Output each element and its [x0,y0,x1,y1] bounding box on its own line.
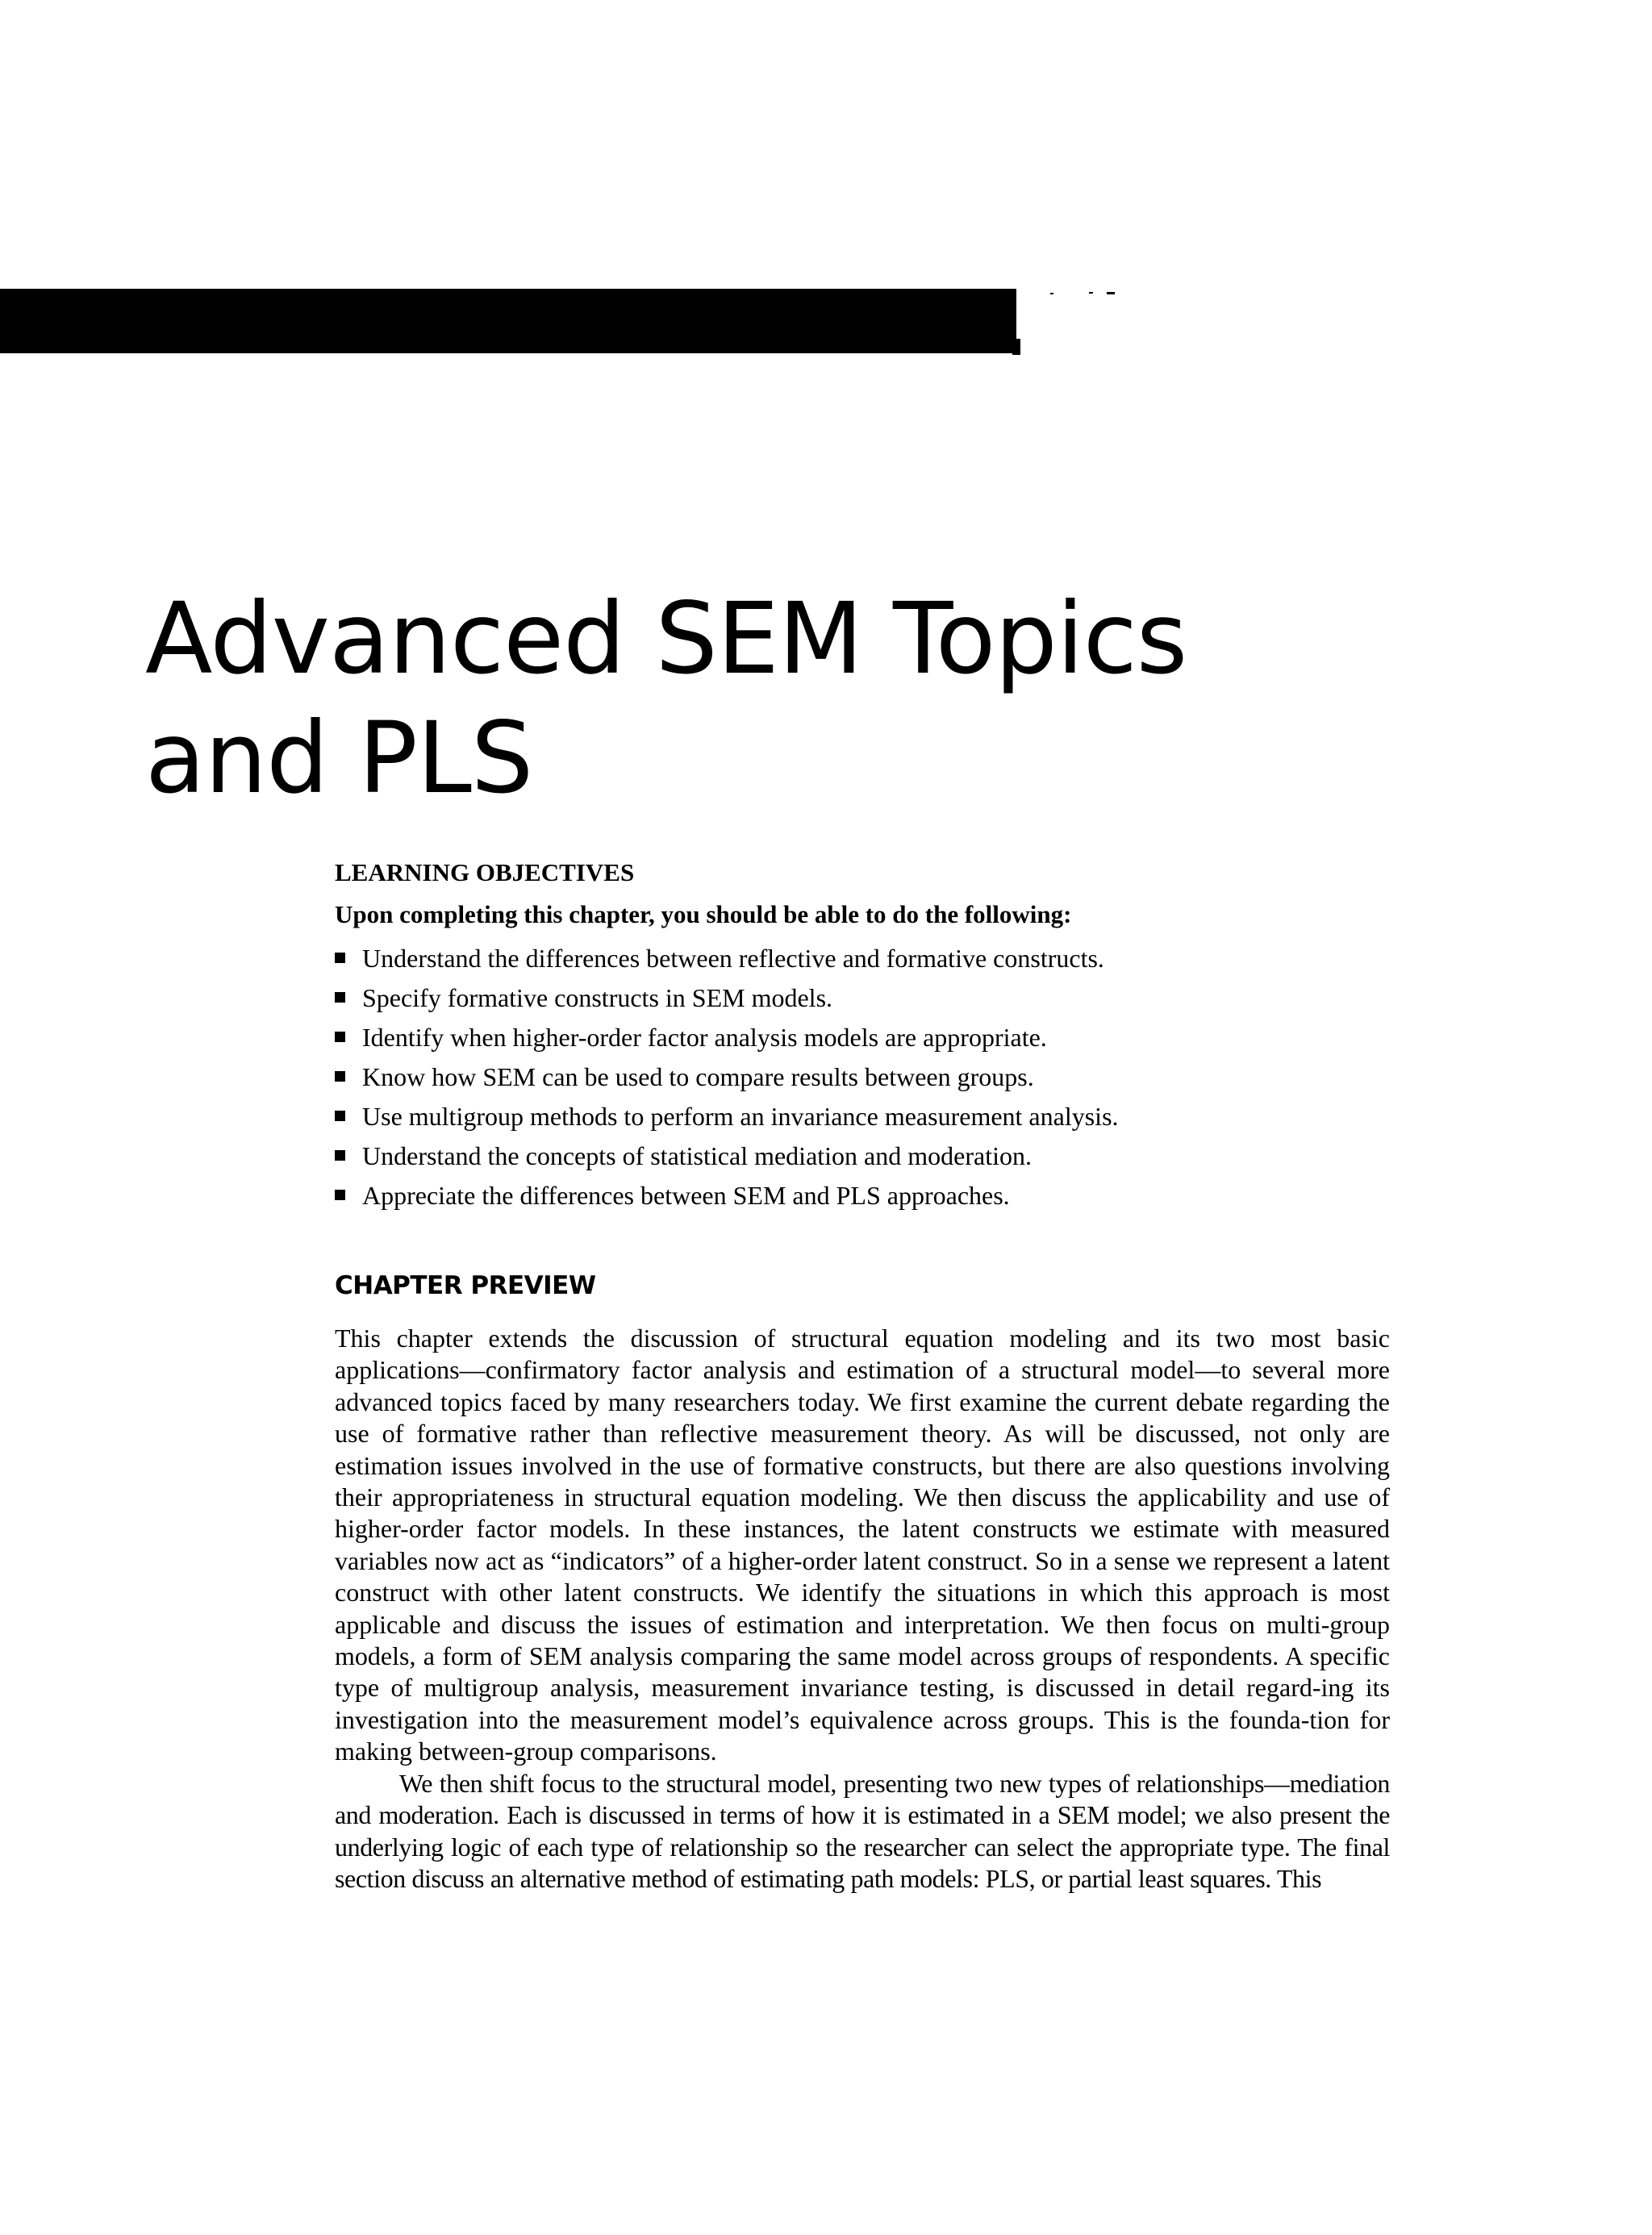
learning-objective-text: Understand the differences between reflective and formative constructs. [362,944,1104,973]
square-bullet-icon [335,1071,345,1082]
learning-objective-text: Specify formative constructs in SEM models. [362,983,833,1012]
chapter-preview-paragraph-1: This chapter extends the discussion of structural equation modeling and its two most basic applications—confirmatory factor analysis and estimation of a structural model—to several more advanced topics faced by many researchers today. We first examine the current debate regarding the use of formative rather than reflective measurement theory. As will be discussed, not only are estimation issues involved in the use of formative constructs, but there are also questions involving their appropriateness in structural equation modeling. We then discuss the applicability and use of higher-order factor models. In these instances, the latent constructs we estimate with measured variables now act as “indicators” of a higher-order latent construct. So in a sense we represent a latent construct with other latent constructs. We identify the situations in which this approach is most applicable and discuss the issues of estimation and interpretation. We then focus on multi-group models, a form of SEM analysis comparing the same model across groups of respondents. A specific type of multigroup analysis, measurement invariance testing, is discussed in detail regard-ing its investigation into the measurement model’s equivalence across groups. This is the founda-tion for making between-group comparisons. [335,1324,1390,1766]
chapter-title [145,579,1436,818]
learning-objective-item [335,978,1416,1018]
learning-objective-text: Identify when higher-order factor analysis models are appropriate. [362,1023,1047,1052]
learning-objective-text: Understand the concepts of statistical mediation and moderation. [362,1141,1032,1170]
learning-objective-item [335,939,1416,978]
chapter-header-bar-notch [1012,339,1020,355]
learning-objectives-heading: LEARNING OBJECTIVES [335,858,635,886]
chapter-title-line-2: and PLS [145,701,533,815]
learning-objective-item [335,1136,1416,1176]
learning-objective-item [335,1176,1416,1215]
learning-objective-text: Use multigroup methods to perform an invariance measurement analysis. [362,1102,1119,1131]
learning-objectives [335,857,1416,1215]
scan-speck [1050,293,1053,294]
learning-objective-item [335,1018,1416,1057]
learning-objective-text: Appreciate the differences between SEM and PLS approaches. [362,1181,1010,1210]
learning-objectives-list [335,939,1416,1215]
learning-objective-item [335,1097,1416,1136]
square-bullet-icon [335,953,345,963]
square-bullet-icon [335,1032,345,1042]
square-bullet-icon [335,1190,345,1200]
chapter-header-bar [0,289,1016,353]
learning-objective-item [335,1057,1416,1097]
square-bullet-icon [335,992,345,1003]
square-bullet-icon [335,1111,345,1121]
chapter-preview-paragraph-2: We then shift focus to the structural model, presenting two new types of relationships—mediation and moderation. Each is discussed in terms of how it is estimated in a SEM model; we also present the underlying logic of each type of relationship so the researcher can select the appropriate type. The final section discuss an alternative method of estimating path models: PLS, or partial least squares. This [335,1768,1390,1893]
scan-speck [1107,292,1115,294]
square-bullet-icon [335,1150,345,1161]
chapter-preview-heading: CHAPTER PREVIEW [335,1271,596,1300]
learning-objectives-lead: Upon completing this chapter, you should be able to do the following: [335,900,1072,928]
chapter-title-line-1: Advanced SEM Topics [145,582,1187,696]
learning-objective-text: Know how SEM can be used to compare results between groups. [362,1062,1034,1091]
chapter-preview [335,1270,1390,1895]
scan-speck [1089,292,1093,294]
